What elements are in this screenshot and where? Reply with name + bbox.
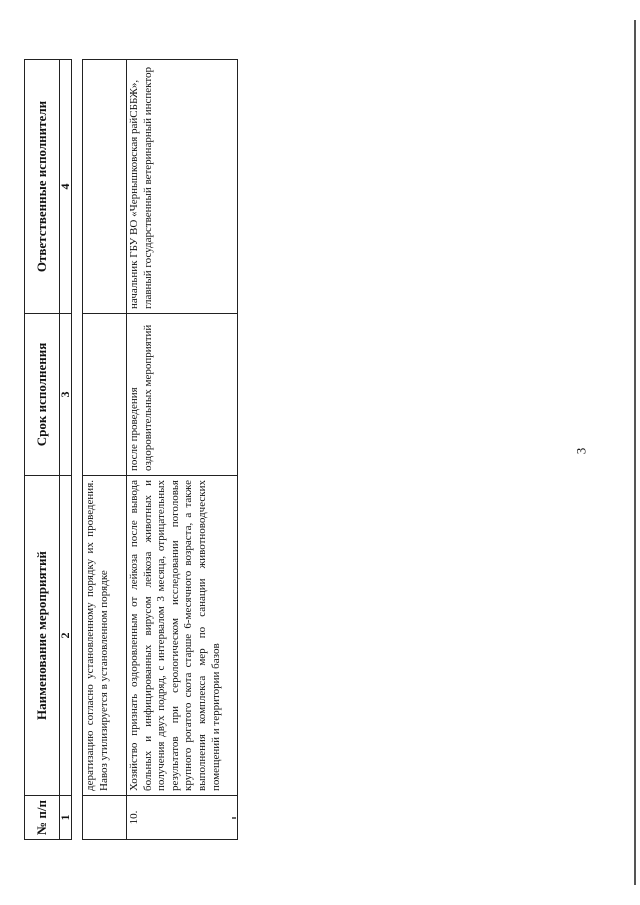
column-number: 1 bbox=[60, 796, 72, 840]
table-row bbox=[127, 60, 238, 840]
table-header-row bbox=[25, 60, 60, 840]
measure-text: Хозяйство признать оздоровленным от лейкоза после вывода больных и инфицированных вирусом лейкоза животных и получения двух подряд, с интервалом 3 месяца, отрицательных результатов при серологическом исследовании поголовья крупного рогатого скота старше 6-месячного возраста, а также выполнения комплекса мер по санации животноводческих помещений и территории базов bbox=[127, 476, 238, 796]
term-text: после проведения оздоровительных мероприятий bbox=[127, 314, 238, 476]
column-number: 4 bbox=[60, 60, 72, 314]
column-number: 3 bbox=[60, 314, 72, 476]
header-num: № п/п bbox=[25, 796, 60, 840]
measures-table bbox=[24, 59, 238, 840]
column-number: 2 bbox=[60, 476, 72, 796]
row-number bbox=[83, 796, 127, 840]
term-text bbox=[83, 314, 127, 476]
rotated-page-content bbox=[24, 60, 274, 840]
header-responsible: Ответственные исполнители bbox=[25, 60, 60, 314]
page-number: 3 bbox=[573, 447, 589, 455]
column-number-row bbox=[60, 60, 72, 840]
measure-text: дератизацию согласно установленному порядку их проведения. Навоз утилизируется в установленном порядке bbox=[83, 476, 127, 796]
table-gap bbox=[72, 60, 83, 840]
table-row bbox=[83, 60, 127, 840]
responsible-text: начальник ГБУ ВО «Чернышковская райСББЖ», главный государственный ветеринарный инспектор bbox=[127, 60, 238, 314]
header-name: Наименование мероприятий bbox=[25, 476, 60, 796]
responsible-text bbox=[83, 60, 127, 314]
row-number: 10. bbox=[127, 796, 238, 840]
scan-edge-line bbox=[634, 20, 636, 885]
header-term: Срок исполнения bbox=[25, 314, 60, 476]
